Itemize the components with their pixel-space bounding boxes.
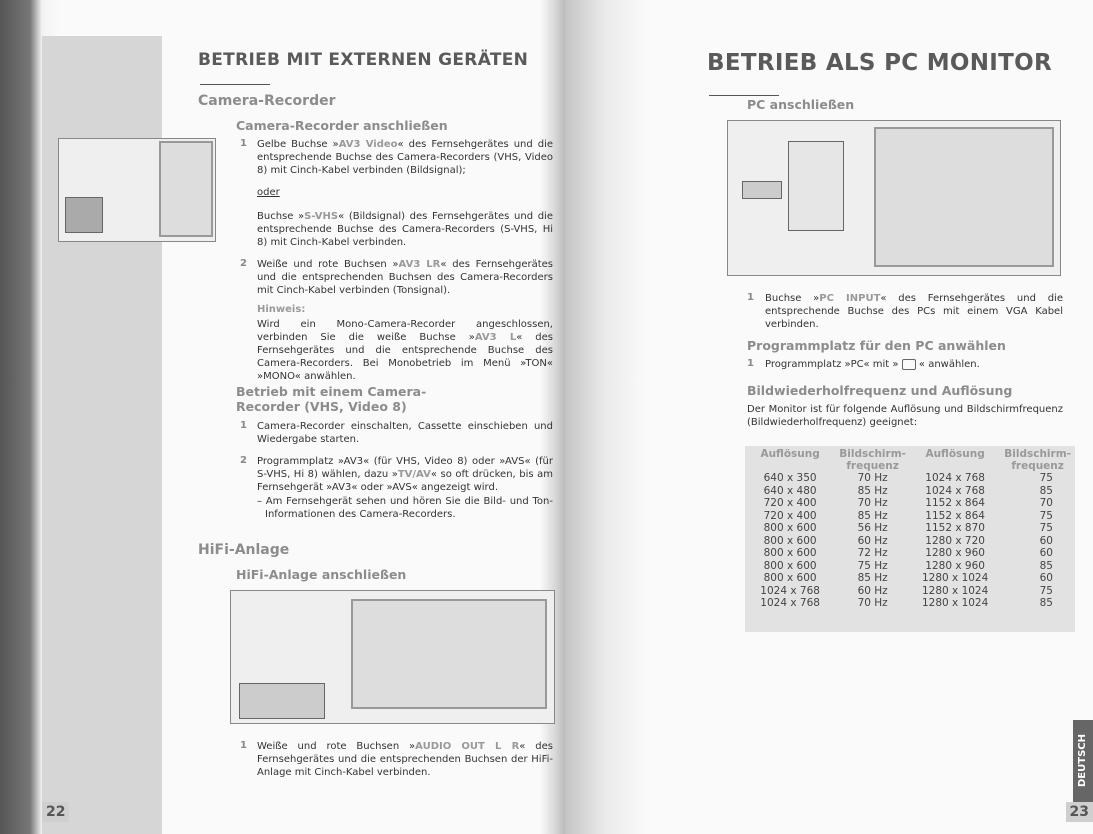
title-text: BETRIEB MIT EXTERNEN GERÄTEN [198, 50, 529, 70]
step-number: 1 [240, 420, 247, 431]
page-number: 22 [42, 802, 69, 822]
step-text: Gelbe Buchse »AV3 Video« des Fernsehgerätes und die entsprechende Buchse des Camera-Recorders (VHS, Video 8) mit Cinch-Kabel verbinden (Bildsignal); [257, 139, 553, 176]
table-cell: 75 [1039, 522, 1053, 534]
table-cell: 1152 x 870 [925, 522, 985, 534]
language-tab: DEUTSCH [1073, 720, 1093, 802]
title-text: BETRIEB ALS PC MONITOR [707, 50, 1053, 76]
hint-heading: Hinweis: [257, 304, 306, 315]
table-cell: 1280 x 720 [925, 534, 985, 547]
table-cell: 800 x 600 [763, 547, 817, 559]
camcorder-illustration [58, 138, 216, 242]
camcorder-icon [65, 197, 103, 233]
tv-back-icon [874, 127, 1054, 267]
step-number: 1 [240, 138, 247, 149]
table-cell: 70 Hz [857, 472, 888, 484]
table-cell: 85 [1039, 484, 1053, 497]
column-header: Bildschirm-frequenz [839, 448, 906, 472]
table-cell: 85 [1039, 559, 1053, 572]
subsection-heading: Betrieb mit einem Camera-Recorder (VHS, Video 8) [236, 384, 427, 414]
step-number: 1 [747, 358, 754, 369]
table-cell: 1024 x 768 [760, 597, 820, 609]
table-cell: 800 x 600 [763, 522, 817, 534]
step-note: – Am Fernsehgerät sehen und hören Sie die Bild- und Ton-Informationen des Camera-Recorders. [257, 496, 553, 520]
table-row [745, 535, 1075, 548]
table-cell: 1024 x 768 [760, 584, 820, 597]
table-cell: 75 [1039, 472, 1053, 484]
menu-button-icon [902, 359, 916, 370]
table-row [745, 547, 1075, 560]
table-cell: 1280 x 1024 [921, 584, 989, 597]
table-cell: 85 Hz [857, 572, 888, 584]
subsection-heading: PC anschließen [747, 97, 855, 112]
table-cell: 60 Hz [857, 534, 888, 547]
section-heading: Camera-Recorder [198, 93, 336, 109]
subsection-heading: Programmplatz für den PC anwählen [747, 338, 1006, 353]
table-cell: 1280 x 1024 [921, 572, 989, 584]
table-row [745, 472, 1075, 485]
table-cell: 800 x 600 [763, 534, 817, 547]
table-cell: 1024 x 768 [925, 484, 985, 497]
column-header: Bildschirm-frequenz [1004, 448, 1071, 472]
table-cell: 60 [1039, 572, 1053, 584]
table-cell: 60 [1039, 547, 1053, 559]
hifi-illustration [230, 590, 555, 724]
intro-text: Der Monitor ist für folgende Auflösung und Bildschirmfrequenz (Bildwiederholfrequenz) geeignet: [747, 404, 1063, 428]
table-cell: 85 Hz [857, 484, 888, 497]
table-cell: 70 Hz [857, 597, 888, 609]
pc-connection-illustration [727, 120, 1061, 276]
hifi-system-icon [239, 683, 325, 719]
table-cell: 1280 x 1024 [921, 597, 989, 609]
step-number: 2 [240, 258, 247, 269]
table-cell: 75 Hz [857, 559, 888, 572]
right-page [565, 0, 1093, 834]
table-cell: 85 [1039, 597, 1053, 609]
step-text: Camera-Recorder einschalten, Cassette einschieben und Wiedergabe starten. [257, 421, 553, 445]
step-text: Buchse »S-VHS« (Bildsignal) des Fernsehgerätes und die entsprechende Buchse des Camera-Recorders (S-VHS, Hi 8) mit Cinch-Kabel verbinden. [257, 211, 553, 248]
table-cell: 56 Hz [857, 522, 888, 534]
pc-tower-icon [788, 141, 844, 231]
table-row [745, 585, 1075, 598]
table-cell: 1024 x 768 [925, 472, 985, 484]
table-row [745, 497, 1075, 510]
tv-back-icon [351, 599, 547, 709]
keyboard-icon [742, 181, 782, 199]
table-cell: 720 x 400 [763, 497, 817, 509]
table-cell: 640 x 350 [763, 472, 817, 484]
page-title [707, 50, 1093, 102]
oder-label: oder [257, 187, 280, 198]
step-text: Buchse »PC INPUT« des Fernsehgerätes und die entsprechende Buchse des PCs mit einem VGA Kabel verbinden. [765, 293, 1063, 330]
subsection-heading: HiFi-Anlage anschließen [236, 567, 407, 582]
step-number: 1 [240, 740, 247, 751]
page-title [198, 50, 565, 90]
subsection-heading: Camera-Recorder anschließen [236, 118, 448, 133]
table-cell: 60 Hz [857, 584, 888, 597]
table-row [745, 485, 1075, 498]
table-row [745, 560, 1075, 573]
table-cell: 60 [1039, 534, 1053, 547]
subsection-heading: Bildwiederholfrequenz und Auflösung [747, 383, 1013, 398]
step-text: Programmplatz »AV3« (für VHS, Video 8) oder »AVS« (für S-VHS, Hi 8) wählen, dazu »TV/AV« so oft drücken, bis am Fernsehgerät »AV3« oder »AVS« angezeigt wird. [257, 456, 554, 493]
table-cell: 720 x 400 [763, 509, 817, 522]
table-cell: 640 x 480 [763, 484, 817, 497]
table-cell: 85 Hz [857, 509, 888, 522]
step-text: Weiße und rote Buchsen »AUDIO OUT L R« des Fernsehgerätes und die entsprechenden Buchsen der HiFi-Anlage mit Cinch-Kabel verbinden. [257, 741, 553, 778]
table-cell: 1152 x 864 [925, 497, 985, 509]
column-header: Auflösung [925, 448, 985, 460]
table-cell: 1280 x 960 [925, 547, 985, 559]
table-cell: 800 x 600 [763, 572, 817, 584]
step-text: Weiße und rote Buchsen »AV3 LR« des Fernsehgerätes und die entsprechenden Buchsen des Camera-Recorders mit Cinch-Kabel verbinden (Tonsignal). [257, 259, 554, 296]
step-text: Programmplatz »PC« mit » « anwählen. [765, 359, 980, 370]
table-cell: 800 x 600 [763, 559, 817, 572]
table-row [745, 572, 1075, 585]
step-number: 1 [747, 292, 754, 303]
table-cell: 1280 x 960 [925, 559, 985, 572]
hint-text: Wird ein Mono-Camera-Recorder angeschlossen, verbinden Sie die weiße Buchse »AV3 L« des Fernsehgerätes und die entsprechende Buchse des Camera-Recorders. Bei Monobetrieb im Menü »TON« »MONO« anwählen. [257, 319, 553, 382]
page-number: 23 [1066, 802, 1093, 822]
section-heading: HiFi-Anlage [198, 542, 290, 558]
table-row [745, 522, 1075, 535]
resolution-table [745, 446, 1075, 632]
table-cell: 70 Hz [857, 497, 888, 509]
table-cell: 75 [1039, 584, 1053, 597]
column-header: Auflösung [760, 448, 820, 460]
table-cell: 75 [1039, 509, 1053, 522]
table-cell: 1152 x 864 [925, 509, 985, 522]
table-row [745, 597, 1075, 610]
tv-back-icon [159, 141, 213, 237]
table-cell: 70 [1039, 497, 1053, 509]
table-row [745, 510, 1075, 523]
table-cell: 72 Hz [857, 547, 888, 559]
step-number: 2 [240, 455, 247, 466]
